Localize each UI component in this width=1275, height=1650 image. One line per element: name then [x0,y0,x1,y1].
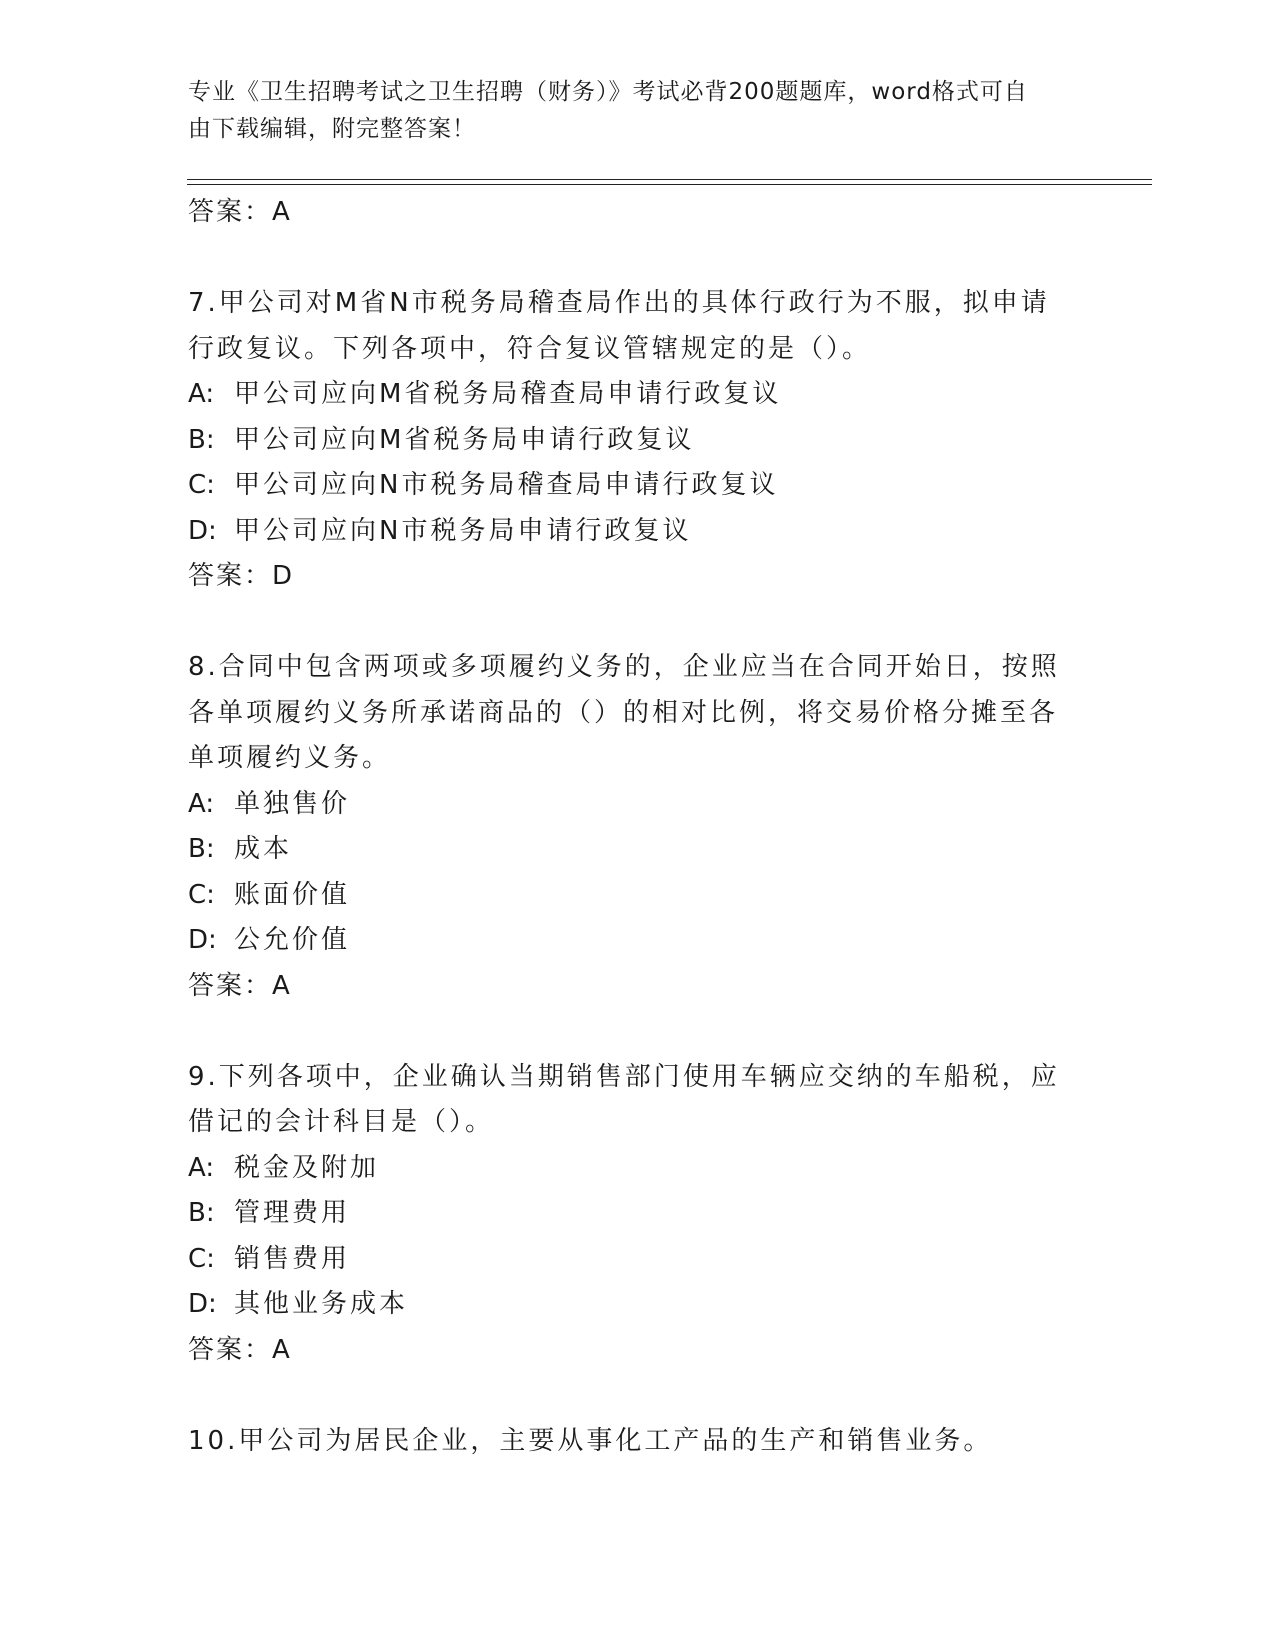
answer-line: 答案：A [188,970,292,1001]
previous-answer: 答案：A [188,197,292,227]
question-stem-line: 单项履约义务。 [188,743,392,773]
question-7 [188,281,1068,600]
option-letter: A: [188,379,215,409]
option-a [188,782,1068,828]
option-d [188,918,1068,964]
option-letter: D: [188,515,217,546]
option-text: 甲公司应向N市税务局稽查局申请行政复议 [234,470,779,500]
option-a [188,1146,1068,1192]
spacer [188,1009,1068,1055]
option-letter: C: [188,470,215,500]
option-b [188,1191,1068,1237]
option-letter: A: [188,1152,215,1183]
spacer [188,600,1068,646]
option-letter: A: [188,788,215,819]
option-text: 账面价值 [234,879,351,910]
option-text: 税金及附加 [234,1152,380,1183]
option-text: 管理费用 [234,1198,351,1228]
option-c [188,1237,1068,1283]
question-9 [188,1055,1068,1374]
option-a [188,372,1068,418]
option-letter: B: [188,834,215,864]
question-stem-line: 10.甲公司为居民企业，主要从事化工产品的生产和销售业务。 [188,1425,993,1456]
answer-line: 答案：D [188,561,295,591]
option-letter: D: [188,925,217,955]
question-list [188,190,1068,1464]
header-rule-top [187,179,1152,180]
option-c [188,873,1068,919]
option-text: 其他业务成本 [234,1289,409,1319]
document-header [188,74,1068,148]
header-line-2: 由下载编辑，附完整答案！ [188,116,476,142]
question-8 [188,645,1068,1009]
question-stem-line: 8.合同中包含两项或多项履约义务的，企业应当在合同开始日，按照 [188,652,1060,682]
option-d [188,509,1068,555]
question-stem-line: 借记的会计科目是（）。 [188,1107,495,1137]
option-letter: C: [188,879,215,910]
option-text: 成本 [234,834,293,864]
option-d [188,1282,1068,1328]
option-text: 销售费用 [234,1243,351,1274]
option-text: 甲公司应向M省税务局稽查局申请行政复议 [234,379,782,409]
question-stem-line: 9.下列各项中，企业确认当期销售部门使用车辆应交纳的车船税，应 [188,1061,1060,1092]
header-line-1: 专业《卫生招聘考试之卫生招聘（财务）》考试必背200题题库，word格式可自 [188,79,1028,105]
header-rule-bottom [187,184,1152,185]
spacer [188,236,1068,282]
question-stem-line: 行政复议。下列各项中，符合复议管辖规定的是（）。 [188,333,872,364]
question-stem-line: 各单项履约义务所承诺商品的（）的相对比例，将交易价格分摊至各 [188,697,1059,728]
option-letter: D: [188,1289,217,1319]
option-text: 公允价值 [234,925,351,955]
answer-line: 答案：A [188,1334,292,1365]
option-text: 甲公司应向N市税务局申请行政复议 [234,515,692,546]
option-letter: B: [188,424,215,455]
spacer [188,1373,1068,1419]
question-stem-line: 7.甲公司对M省N市税务局稽查局作出的具体行政行为不服，拟申请 [188,288,1050,318]
option-b [188,827,1068,873]
option-letter: B: [188,1198,215,1228]
option-text: 单独售价 [234,788,351,819]
option-letter: C: [188,1243,215,1274]
option-c [188,463,1068,509]
question-10 [188,1419,1068,1465]
option-b [188,418,1068,464]
option-text: 甲公司应向M省税务局申请行政复议 [234,424,695,455]
